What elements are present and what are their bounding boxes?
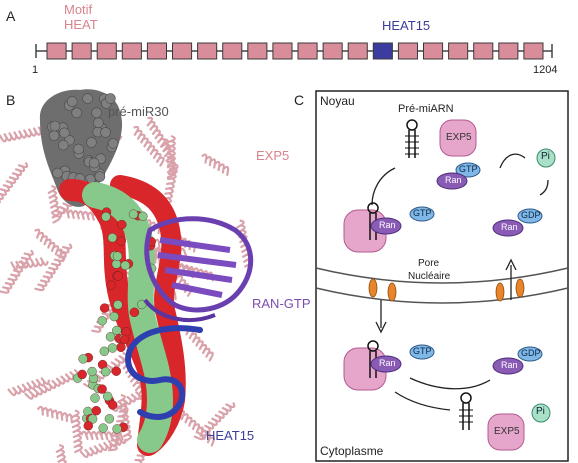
gtp-nucleus-label: GTP [413,208,432,218]
panel-a-letter: A [6,8,16,24]
premir30-sphere [59,128,69,138]
heat-repeat [424,43,443,59]
heat15-repeat [373,43,392,59]
noyau-label: Noyau [320,94,355,108]
pore-label-line2: Nucléaire [408,271,451,282]
exp5-helix [71,410,82,452]
ran-top-label: Ran [445,175,462,185]
pi-bottom-label: Pi [536,406,545,417]
heat15-label-a: HEAT15 [382,18,431,33]
gdp-nucleus-label: GDP [521,210,541,220]
panel-b-letter: B [6,92,16,108]
rna-sphere [121,261,130,270]
pore-3 [496,283,504,301]
heat-repeat [147,43,166,59]
heat-repeat [449,43,468,59]
heat-repeat [47,43,66,59]
ran-cyto-label: Ran [379,358,396,368]
ran-gdp-cyto-label: Ran [501,360,518,370]
pore-1 [369,279,377,297]
rna-sphere [108,233,117,242]
heat-repeat [223,43,242,59]
gdp-cyto-label: GDP [521,348,541,358]
ran-gtp-label: RAN-GTP [252,296,311,311]
premir30-sphere [74,144,84,154]
premir30-sphere [101,127,111,137]
exp5-helix [56,445,69,463]
premir30-sphere [93,118,103,128]
axis-start-label: 1 [32,64,39,76]
rna-sphere [88,367,97,376]
released-premirna [459,393,473,430]
rna-sphere [106,332,115,341]
exp5-label-b: EXP5 [256,148,290,163]
heat-repeat [348,43,367,59]
heat-label: HEAT [64,17,98,32]
rna-sphere [101,367,110,376]
rna-sphere [117,343,126,352]
pore-4 [516,279,524,297]
pore-2 [388,283,396,301]
rna-sphere [108,401,117,410]
premir30-sphere [92,108,102,118]
rna-sphere [114,272,123,281]
rna-sphere [92,406,101,415]
heat-repeat [398,43,417,59]
premir30-sphere [105,94,115,104]
pore-label-line1: Pore [418,258,440,269]
exp5-bottom-label: EXP5 [494,426,520,437]
rna-sphere [110,312,119,321]
premir30-sphere [87,137,97,147]
rna-sphere [117,237,126,246]
gtp-top-label: GTP [459,164,478,174]
exp5-helix [0,160,28,205]
rna-sphere [101,212,110,221]
premir30-sphere [95,172,105,182]
heat-repeat [72,43,91,59]
rna-sphere [129,210,138,219]
rna-sphere [117,220,126,229]
rna-sphere [79,354,88,363]
rna-sphere [84,421,93,430]
premir30-sphere [108,138,118,148]
heat-repeat [122,43,141,59]
rna-sphere [138,212,147,221]
heat-repeat [198,43,217,59]
heat-repeat-bar [36,43,552,59]
hairpin-loop [407,120,417,130]
free-premirna-top [405,120,419,158]
heat-repeat [499,43,518,59]
rna-sphere [99,424,108,433]
premir30-sphere [67,97,77,107]
arrow-assembly [372,168,395,205]
rna-sphere [112,367,121,376]
premir30-sphere [72,108,82,118]
arrow-pi-release [540,180,548,195]
rna-sphere [112,260,121,269]
rna-sphere [113,424,122,433]
ran-gdp-nucleus-label: Ran [501,222,518,232]
released-hairpin-rungs [459,410,473,422]
exp5-helix [0,248,34,295]
rna-sphere [105,414,114,423]
pi-top-label: Pi [541,151,550,162]
premir30-sphere [49,131,59,141]
premir30-label: pré-miR30 [108,104,169,119]
premir30-sphere [83,94,93,104]
premir30-sphere [50,121,60,131]
premir30-sphere [89,158,99,168]
rna-sphere [91,394,100,403]
ran-nucleus-label: Ran [379,220,396,230]
heat-repeat [474,43,493,59]
heat-repeat [273,43,292,59]
rna-sphere [100,347,109,356]
rna-sphere [100,304,109,313]
pre-miarn-label: Pré-miARN [398,103,454,115]
gtp-cyto-label: GTP [413,346,432,356]
rna-sphere [113,300,122,309]
exp5-helix [200,153,231,175]
arrow-release [395,392,450,410]
envelope-bottom [316,288,568,303]
heat-repeat [524,43,543,59]
rna-sphere [107,281,116,290]
rna-sphere [103,392,112,401]
rna-sphere [98,316,107,325]
panel-c-letter: C [294,92,305,108]
heat-repeat [173,43,192,59]
exp5-helix [36,242,73,293]
heat15-label-b: HEAT15 [206,428,255,443]
heat-repeat [323,43,342,59]
exp5-helix [37,406,74,422]
exp5-top-label: EXP5 [446,132,472,143]
rna-sphere [120,335,129,344]
cytoplasme-label: Cytoplasme [320,444,384,458]
hairpin-rungs [405,136,419,154]
arrow-hydrolysis [410,378,490,389]
rna-sphere [78,370,87,379]
heat-repeat [298,43,317,59]
axis-end-label: 1204 [533,64,558,76]
premir30-sphere [53,168,63,178]
rna-sphere [130,308,139,317]
arrow-to-ran-top [500,154,525,168]
rna-sphere [108,344,117,353]
heat-repeat [97,43,116,59]
motif-label: Motif [64,2,93,17]
rna-sphere [98,385,107,394]
rna-sphere [113,252,122,261]
released-hairpin-loop [461,393,471,403]
premir30-sphere [58,140,68,150]
heat-repeat [248,43,267,59]
